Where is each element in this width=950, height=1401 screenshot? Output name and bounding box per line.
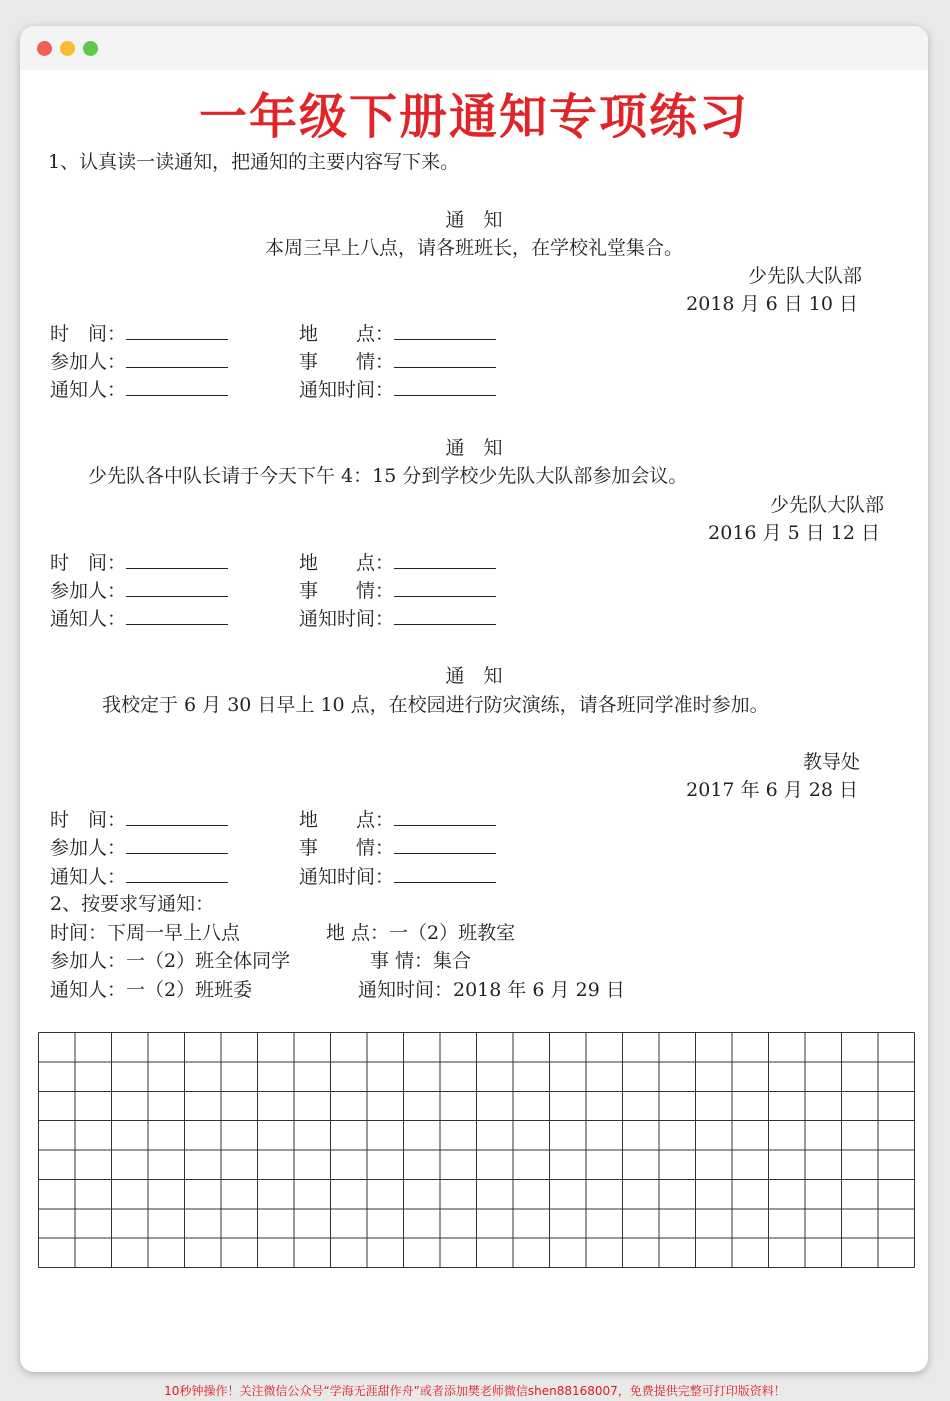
- participants-label: 参加人：: [50, 837, 127, 859]
- place-label: 地 点：: [299, 809, 395, 831]
- time-label: 时 间：: [50, 809, 127, 831]
- time-label: 时 间：: [50, 323, 127, 345]
- notice-body: 少先队各中队长请于今天下午 4：15 分到学校少先队大队部参加会议。: [88, 465, 688, 487]
- participants-blank[interactable]: [126, 349, 228, 368]
- notice-date: 2016 月 5 日 12 日: [708, 522, 880, 544]
- notice-date: 2018 月 6 日 10 日: [686, 293, 858, 315]
- matter-blank[interactable]: [394, 349, 496, 368]
- question-2-instruction: 2、按要求写通知：: [50, 893, 215, 915]
- requirement-notifier: 通知人：一（2）班班委: [50, 979, 253, 1001]
- document-window: [20, 26, 928, 1372]
- place-blank[interactable]: [394, 807, 496, 826]
- question-1-instruction: 1、认真读一读通知，把通知的主要内容写下来。: [48, 151, 460, 173]
- matter-blank[interactable]: [394, 835, 496, 854]
- place-label: 地 点：: [299, 323, 395, 345]
- writing-grid[interactable]: [38, 1032, 915, 1268]
- place-blank[interactable]: [394, 321, 496, 340]
- participants-label: 参加人：: [50, 351, 127, 373]
- participants-blank[interactable]: [126, 835, 228, 854]
- requirement-participants: 参加人：一（2）班全体同学: [50, 950, 291, 972]
- time-blank[interactable]: [126, 321, 228, 340]
- page-title: 一年级下册通知专项练习: [198, 89, 749, 145]
- matter-blank[interactable]: [394, 578, 496, 597]
- notifier-label: 通知人：: [50, 866, 127, 888]
- place-label: 地 点：: [299, 552, 395, 574]
- notifier-blank[interactable]: [126, 864, 228, 883]
- matter-label: 事 情：: [299, 580, 395, 602]
- notifier-label: 通知人：: [50, 379, 127, 401]
- participants-blank[interactable]: [126, 578, 228, 597]
- time-blank[interactable]: [126, 550, 228, 569]
- notice-heading: 通 知: [445, 209, 503, 231]
- matter-label: 事 情：: [299, 351, 395, 373]
- time-blank[interactable]: [126, 807, 228, 826]
- window-titlebar: [20, 26, 928, 70]
- minimize-window-icon[interactable]: [60, 41, 75, 56]
- close-window-icon[interactable]: [37, 41, 52, 56]
- time-label: 时 间：: [50, 552, 127, 574]
- notice-date: 2017 年 6 月 28 日: [686, 779, 858, 801]
- notice-time-label: 通知时间：: [299, 379, 395, 401]
- notice-time-label: 通知时间：: [299, 866, 395, 888]
- notice-sender: 教导处: [802, 751, 860, 773]
- notice-time-blank[interactable]: [394, 606, 496, 625]
- participants-label: 参加人：: [50, 580, 127, 602]
- notifier-blank[interactable]: [126, 606, 228, 625]
- notice-sender: 少先队大队部: [747, 265, 862, 287]
- notifier-blank[interactable]: [126, 377, 228, 396]
- notice-sender: 少先队大队部: [769, 494, 884, 516]
- footer-promo-text: 10秒钟操作！关注微信公众号“学海无涯甜作舟”或者添加樊老师微信shen88168007，免费提供完整可打印版资料！: [164, 1384, 786, 1398]
- notifier-label: 通知人：: [50, 608, 127, 630]
- notice-time-label: 通知时间：: [299, 608, 395, 630]
- notice-body: 本周三早上八点，请各班班长，在学校礼堂集合。: [264, 237, 683, 259]
- notice-time-blank[interactable]: [394, 864, 496, 883]
- notice-heading: 通 知: [445, 437, 503, 459]
- place-blank[interactable]: [394, 550, 496, 569]
- requirement-notice-time: 通知时间：2018 年 6 月 29 日: [358, 979, 625, 1001]
- requirement-matter: 事 情：集合: [370, 950, 472, 972]
- notice-time-blank[interactable]: [394, 377, 496, 396]
- maximize-window-icon[interactable]: [83, 41, 98, 56]
- requirement-place: 地 点：一（2）班教室: [326, 922, 516, 944]
- matter-label: 事 情：: [299, 837, 395, 859]
- notice-heading: 通 知: [445, 665, 503, 687]
- notice-body: 我校定于 6 月 30 日早上 10 点，在校园进行防灾演练，请各班同学准时参加。: [102, 694, 769, 716]
- requirement-time: 时间：下周一早上八点: [50, 922, 241, 944]
